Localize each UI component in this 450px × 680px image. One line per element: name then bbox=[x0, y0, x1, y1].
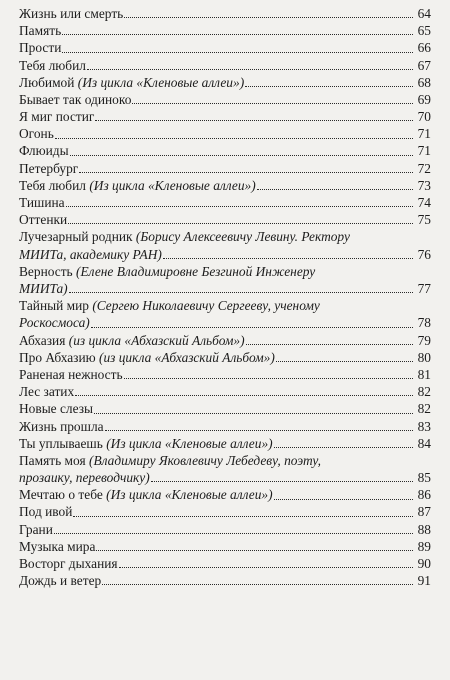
toc-entry bbox=[19, 5, 431, 22]
entry-title: Флюиды bbox=[19, 143, 69, 159]
dot-leader bbox=[274, 447, 413, 448]
entry-dedication: (Из цикла «Кленовые аллеи») bbox=[106, 487, 273, 503]
toc-entry bbox=[19, 297, 431, 331]
dot-leader bbox=[69, 292, 413, 293]
page-number: 83 bbox=[417, 418, 431, 434]
page-number: 66 bbox=[417, 40, 431, 56]
page-number: 80 bbox=[417, 349, 431, 365]
entry-title: Память моя bbox=[19, 452, 86, 468]
toc-entry bbox=[19, 228, 431, 262]
entry-title: Оттенки bbox=[19, 212, 68, 228]
page-number: 84 bbox=[417, 435, 431, 451]
entry-title: Огонь bbox=[19, 126, 54, 142]
dot-leader bbox=[124, 378, 413, 379]
page-number: 71 bbox=[417, 126, 431, 142]
entry-title: Верность bbox=[19, 263, 73, 279]
toc-entry bbox=[19, 108, 431, 125]
dot-leader bbox=[245, 86, 413, 87]
page-number: 89 bbox=[417, 538, 431, 554]
entry-dedication: (Елене Владимировне Безгиной Инженеру bbox=[76, 263, 316, 279]
entry-title: Лучезарный родник bbox=[19, 229, 133, 245]
dot-leader bbox=[70, 155, 413, 156]
entry-title: Ты уплываешь bbox=[19, 435, 103, 451]
toc-entry bbox=[19, 521, 431, 538]
toc-entry bbox=[19, 177, 431, 194]
toc-entry bbox=[19, 435, 431, 452]
page-number: 70 bbox=[417, 109, 431, 125]
entry-title: Тебя любил bbox=[19, 177, 86, 193]
toc-entry bbox=[19, 418, 431, 435]
page-number: 85 bbox=[417, 470, 431, 486]
dot-leader bbox=[94, 413, 413, 414]
toc-entry bbox=[19, 366, 431, 383]
entry-title: Абхазия bbox=[19, 332, 66, 348]
toc-entry bbox=[19, 211, 431, 228]
toc-entry bbox=[19, 332, 431, 349]
toc-entry bbox=[19, 74, 431, 91]
entry-title: Восторг дыхания bbox=[19, 556, 118, 572]
dot-leader bbox=[276, 361, 413, 362]
dot-leader bbox=[73, 516, 413, 517]
dot-leader bbox=[246, 344, 413, 345]
page-number: 77 bbox=[417, 281, 431, 297]
entry-dedication-continued: Роскосмоса) bbox=[19, 315, 90, 331]
dot-leader bbox=[274, 499, 413, 500]
dot-leader bbox=[96, 550, 413, 551]
entry-dedication: (из цикла «Абхазский Альбом») bbox=[98, 349, 275, 365]
dot-leader bbox=[102, 584, 413, 585]
entry-title: Музыка мира bbox=[19, 538, 96, 554]
entry-title: Тайный мир bbox=[19, 298, 89, 314]
page-number: 65 bbox=[417, 23, 431, 39]
toc-entry bbox=[19, 504, 431, 521]
dot-leader bbox=[105, 430, 413, 431]
entry-dedication-continued: прозаику, переводчику) bbox=[19, 470, 150, 486]
page-number: 90 bbox=[417, 556, 431, 572]
toc-entry bbox=[19, 538, 431, 555]
table-of-contents bbox=[19, 5, 431, 589]
toc-entry bbox=[19, 400, 431, 417]
dot-leader bbox=[87, 69, 413, 70]
toc-entry bbox=[19, 22, 431, 39]
entry-dedication: (Владимиру Яковлевичу Лебедеву, поэту, bbox=[89, 452, 321, 468]
dot-leader bbox=[62, 34, 413, 35]
entry-title: Жизнь прошла bbox=[19, 418, 104, 434]
toc-entry bbox=[19, 91, 431, 108]
dot-leader bbox=[66, 206, 413, 207]
entry-title: Мечтаю о тебе bbox=[19, 487, 103, 503]
entry-title: Раненая нежность bbox=[19, 366, 123, 382]
dot-leader bbox=[75, 395, 413, 396]
dot-leader bbox=[79, 172, 413, 173]
entry-dedication-continued: МИИТа, академику РАН) bbox=[19, 246, 162, 262]
toc-entry bbox=[19, 263, 431, 297]
page-number: 76 bbox=[417, 246, 431, 262]
toc-entry bbox=[19, 349, 431, 366]
dot-leader bbox=[151, 481, 413, 482]
entry-title: Петербург bbox=[19, 160, 79, 176]
entry-dedication: (Из цикла «Кленовые аллеи») bbox=[89, 177, 256, 193]
dot-leader bbox=[54, 533, 413, 534]
page-number: 74 bbox=[417, 195, 431, 211]
entry-title: Прости bbox=[19, 40, 62, 56]
dot-leader bbox=[62, 52, 413, 53]
toc-entry bbox=[19, 125, 431, 142]
entry-title: Любимой bbox=[19, 74, 75, 90]
entry-dedication-continued: МИИТа) bbox=[19, 281, 68, 297]
page-number: 87 bbox=[417, 504, 431, 520]
entry-title: Я миг постиг bbox=[19, 109, 95, 125]
page-number: 88 bbox=[417, 521, 431, 537]
page-number: 79 bbox=[417, 332, 431, 348]
page-number: 81 bbox=[417, 366, 431, 382]
dot-leader bbox=[124, 17, 413, 18]
toc-entry bbox=[19, 452, 431, 486]
dot-leader bbox=[95, 120, 413, 121]
entry-title: Под ивой bbox=[19, 504, 73, 520]
toc-entry bbox=[19, 160, 431, 177]
toc-entry bbox=[19, 39, 431, 56]
page-number: 91 bbox=[417, 573, 431, 589]
entry-dedication: (Из цикла «Кленовые аллеи») bbox=[106, 435, 273, 451]
page-number: 73 bbox=[417, 177, 431, 193]
page-number: 68 bbox=[417, 74, 431, 90]
toc-entry bbox=[19, 486, 431, 503]
dot-leader bbox=[91, 327, 413, 328]
entry-title: Тебя любил bbox=[19, 57, 86, 73]
entry-title: Тишина bbox=[19, 195, 65, 211]
dot-leader bbox=[119, 567, 413, 568]
dot-leader bbox=[257, 189, 413, 190]
entry-dedication: (Борису Алексеевичу Левину. Ректору bbox=[135, 229, 350, 245]
toc-entry bbox=[19, 572, 431, 589]
page-number: 67 bbox=[417, 57, 431, 73]
page-number: 86 bbox=[417, 487, 431, 503]
dot-leader bbox=[68, 223, 413, 224]
toc-entry bbox=[19, 383, 431, 400]
page-number: 82 bbox=[417, 401, 431, 417]
toc-entry bbox=[19, 57, 431, 74]
toc-entry bbox=[19, 555, 431, 572]
page-number: 69 bbox=[417, 91, 431, 107]
entry-title: Грани bbox=[19, 521, 53, 537]
entry-title: Жизнь или смерть bbox=[19, 5, 124, 21]
page-number: 82 bbox=[417, 384, 431, 400]
dot-leader bbox=[163, 258, 413, 259]
entry-title: Про Абхазию bbox=[19, 349, 96, 365]
page-number: 78 bbox=[417, 315, 431, 331]
page-number: 71 bbox=[417, 143, 431, 159]
entry-dedication: (из цикла «Абхазский Альбом») bbox=[68, 332, 245, 348]
entry-title: Бывает так одиноко bbox=[19, 91, 132, 107]
page-number: 64 bbox=[417, 5, 431, 21]
entry-dedication: (Сергею Николаевичу Сергееву, ученому bbox=[92, 298, 320, 314]
dot-leader bbox=[132, 103, 413, 104]
page-number: 75 bbox=[417, 212, 431, 228]
entry-title: Лес затих bbox=[19, 384, 75, 400]
entry-title: Новые слезы bbox=[19, 401, 93, 417]
entry-title: Дождь и ветер bbox=[19, 573, 102, 589]
entry-dedication: (Из цикла «Кленовые аллеи») bbox=[77, 74, 245, 90]
toc-entry bbox=[19, 143, 431, 160]
dot-leader bbox=[55, 138, 413, 139]
entry-title: Память bbox=[19, 23, 62, 39]
toc-entry bbox=[19, 194, 431, 211]
page-number: 72 bbox=[417, 160, 431, 176]
